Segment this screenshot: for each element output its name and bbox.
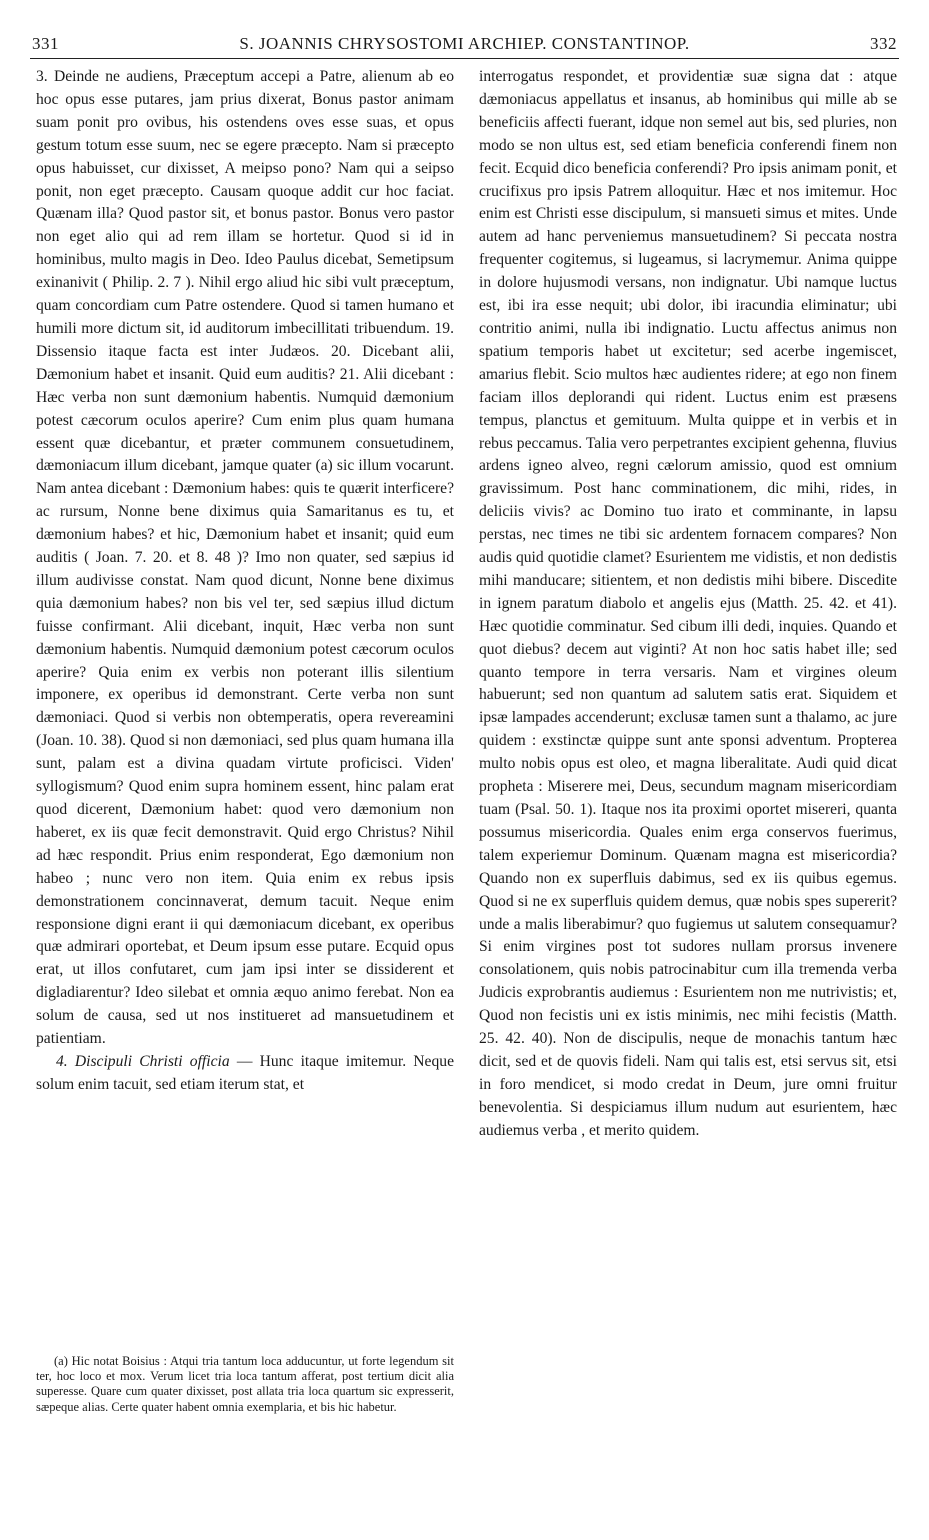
footnote bbox=[36, 1354, 454, 1415]
header-rule bbox=[30, 58, 899, 59]
section-heading: 4. Discipuli Christi officia bbox=[56, 1052, 230, 1070]
running-header bbox=[30, 34, 899, 58]
running-title: S. JOANNIS CHRYSOSTOMI ARCHIEP. CONSTANTINOP. bbox=[239, 34, 690, 53]
page-number-right: 332 bbox=[870, 34, 897, 53]
footnote-text: (a) Hic notat Boisius : Atqui tria tantum loca adducuntur, ut forte legendum sit ter, hoc loco et mox. Verum licet tria loca tantum afferat, post tertium dicit alia superesse. Quare cum quater dixisset, post allata tria loca quartum sic expresserit, sæpeque alias. Certe quater habent omnia exemplaria, et bis hic habetur. bbox=[36, 1354, 454, 1414]
page-number-left: 331 bbox=[32, 34, 59, 53]
left-paragraph-2 bbox=[36, 1051, 454, 1097]
left-column bbox=[36, 66, 454, 1097]
left-paragraph-1: 3. Deinde ne audiens, Præceptum accepi a Patre, alienum ab eo hoc opus esse putares, jam prius dixerat, Bonus pastor animam suam ponit pro ovibus, his ostendens oves esse suas, et opus gestum totum esse suum, nec se egere præcepto. Nam si præcepto opus habuisset, cur dixisset, A meipso pono? Nam qui a seipso ponit, non eget præcepto. Causam quoque addit cur hoc faciat. Quænam illa? Quod pastor sit, et bonus pastor. Bonus vero pastor non eget alio qui ad rem illam se hortetur. Quod si id in hominibus, multo magis in Deo. Ideo Paulus dicebat, Semetipsum exinanivit ( Philip. 2. 7 ). Nihil ergo aliud hic sibi vult præceptum, quam concordiam cum Patre ostendere. Quod si tamen humano et humili more dictum sit, id auditorum imbecillitati tribuendum. 19. Dissensio itaque facta est inter Judæos. 20. Dicebant alii, Dæmonium habet et insanit. Quid eum auditis? 21. Alii dicebant : Hæc verba non sunt dæmonium habentis. Numquid dæmonium potest cæcorum oculos aperire? Cum enim plus quam humana essent quæ dicebantur, et præter communem consuetudinem, dæmoniacum illum dicebant, jamque quater (a) sic illum vocarunt. Nam antea dicebant : Dæmonium habes: quis te quærit interficere? ac rursum, Nonne bene diximus quia Samaritanus es tu, et dæmonium habes? et hic, Dæmonium habet et insanit; quid eum auditis ( Joan. 7. 20. et 8. 48 )? Imo non quater, sed sæpius id illum audivisse constat. Nam quod dicunt, Nonne bene diximus quia dæmonium habes? non bis vel ter, sed sæpius illud dictum fuisse confirmant. Alii dicebant, inquit, Hæc verba non sunt dæmonium habentis. Numquid dæmonium potest cæcorum oculos aperire? Quia enim ex verbis non poterant illis silentium imponere, ex operibus id demonstrant. Certe verba non sunt dæmoniaci. Quod si verbis non obtemperatis, opera revereamini (Joan. 10. 38). Quod si non dæmoniaci, sed plus quam humana illa sunt, palam est a divina quadam virtute proficisci. Viden' syllogismum? Quod enim supra hominem essent, hinc palam erat quod dicerent, Dæmonium habet: quod vero dæmonium non haberet, ex iis quæ fecit demonstravit. Quid ergo Christus? Nihil ad hæc respondit. Prius enim responderat, Ego dæmonium non habeo ; nunc vero non item. Quia enim ex rebus ipsis demonstrationem concinnaverat, demum tacuit. Neque enim responsione digni erant ii qui dæmoniacum dicebant, ex operibus quæ admirari oportebat, et Deum ipsum esse putare. Ecquid opus erat, ut illos confutaret, cum jam ipsi inter se dissiderent et digladiarentur? Ideo silebat et omnia æquo animo ferebat. Non ea solum de causa, sed ut nos institueret ad mansuetudinem et patientiam. bbox=[36, 68, 454, 1048]
section-text: — Hunc itaque imitemur. Neque solum enim tacuit, sed etiam iterum stat, et bbox=[36, 1052, 454, 1093]
right-paragraph-1: interrogatus respondet, et providentiæ suæ signa dat : atque dæmoniacus appellatus et insanus, ab hominibus qui mille ab se beneficiis affecti fuerant, idque non semel aut bis, sed pluries, non modo se non ultus est, sed etiam beneficia conferendi finem non fecit. Ecquid dico beneficia conferendi? Pro ipsis animam ponit, et crucifixus pro ipsis Patrem alloquitur. Hæc et nos imitemur. Hoc enim est Christi esse discipulum, si mansueti simus et mites. Unde autem ad hanc perveniemus mansuetudinem? Si peccata nostra frequenter cogitemus, si lugeamus, si lacrymemur. Anima quippe in dolore hujusmodi versans, non indignatur. Ubi namque luctus est, ibi ira esse nequit; ubi dolor, ibi iracundia eliminatur; ubi contritio animi, nulla ibi indignatio. Luctu affectus animus non spatium temporis habet ut excitetur; sed acerbe ingemiscet, amarius flebit. Scio multos hæc audientes ridere; at ego non finem faciam illos deplorandi qui rident. Luctus enim est præsens tempus, planctus et gemituum. Multa quippe et in verbis et in rebus peccamus. Talia vero perpetrantes excipient gehenna, fluvius ardens igneo alveo, regni cælorum amissio, quod est omnium gravissimum. Post hanc comminationem, dic mihi, rides, in deliciis vivis? ac Domino tuo irato et comminante, in lapsu perstas, nec times ne tibi sic ardentem fornacem compares? Non audis quid quotidie clamet? Esurientem me vidistis, et non dedistis mihi manducare; sitientem, et non dedistis mihi bibere. Discedite in ignem paratum diabolo et angelis ejus (Matth. 25. 42. et 41). Hæc quotidie comminatur. Sed cibum illi dedi, inquies. Quando et quot diebus? decem aut viginti? At non hoc satis habet ille; sed quanto tempore in terra versaris. Nam et virgines oleum habuerunt; sed non quantum ad salutem satis erat. Siquidem et ipsæ lampades accenderunt; exclusæ tamen sunt a thalamo, ac jure quidem : exstinctæ quippe sunt ante sponsi adventum. Propterea multo nobis opus est oleo, et magna liberalitate. Audi quid dicat propheta : Miserere mei, Deus, secundum magnam misericordiam tuam (Psal. 50. 1). Itaque nos ita proximi oportet misereri, quanta possumus misericordia. Quales enim erga conservos fuerimus, talem experiemur Dominum. Quænam magna est misericordia? Quando non ex superfluis dabimus, sed ex iis quibus egemus. Quod si ne ex superfluis quidem demus, quæ nobis spes supererit? unde a malis liberabimur? quo fugiemus ut salutem consequamur? Si enim virgines post tot sudores nullam prorsus invenere consolationem, quis nobis patrocinabitur cum illa tremenda verba Judicis exprobrantis audiemus : Esurientem non me nutrivistis; et, Quod non fecistis uni ex istis minimis, nec mihi fecistis (Matth. 25. 42. 40). Non de discipulis, neque de monachis tantum hæc dicit, sed et de quovis fideli. Nam qui talis est, etsi servus sit, etsi in foro mendicet, si modo credat in Deum, jure omni fruitur benevolentia. Si despiciamus illum nudum aut esurientem, hæc audiemus verba , et merito quidem. bbox=[479, 68, 897, 1139]
right-column bbox=[479, 66, 897, 1143]
